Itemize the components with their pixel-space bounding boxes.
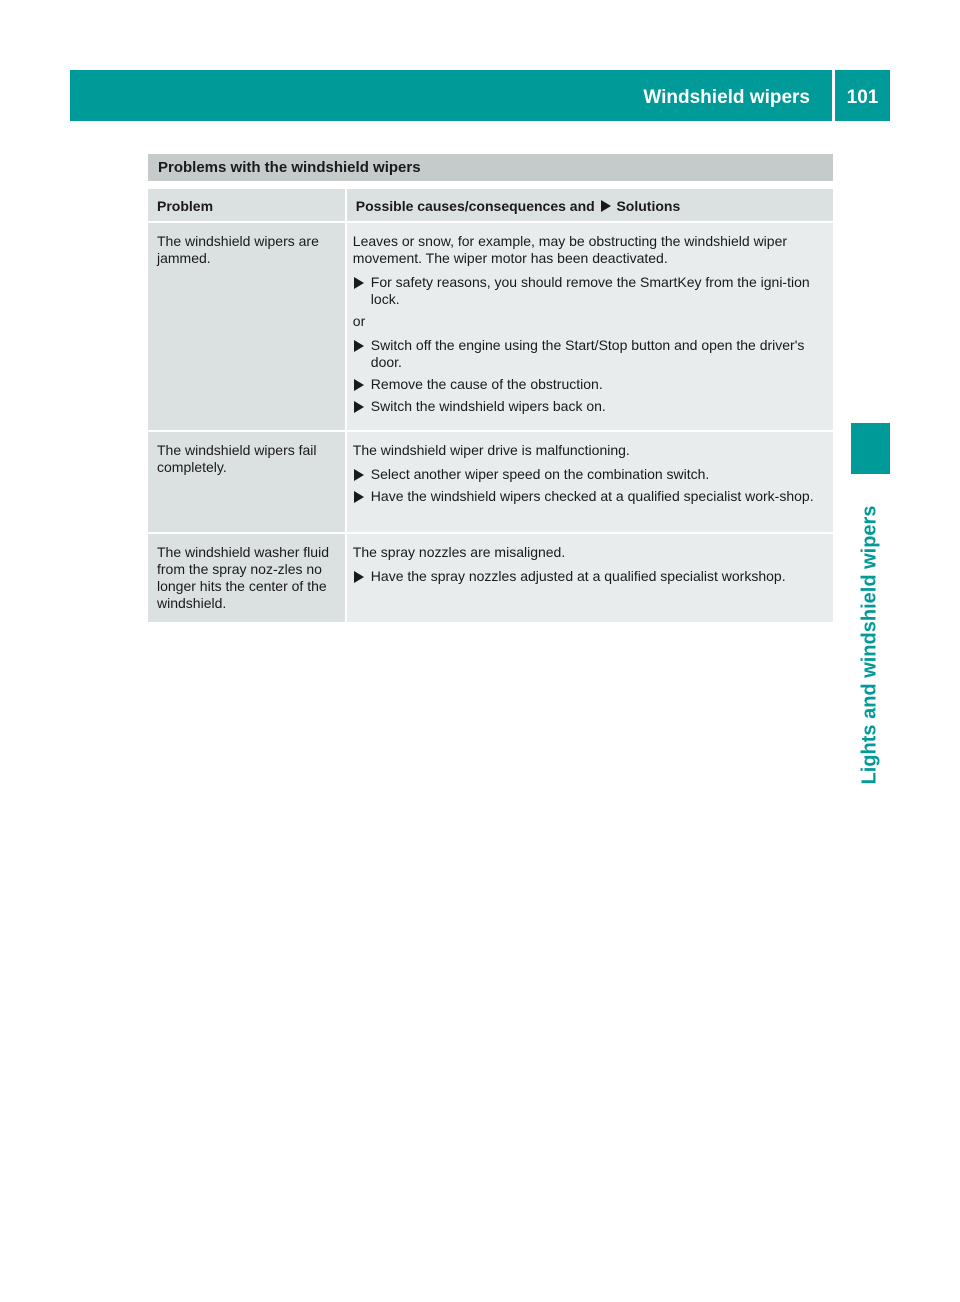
solution-cell	[346, 222, 833, 431]
cause-text: The windshield wiper drive is malfunctioning.	[352, 442, 630, 458]
cause-text: The spray nozzles are misaligned.	[352, 544, 566, 560]
side-chapter-label: Lights and windshield wipers	[858, 505, 881, 785]
step-text: Switch off the engine using the Start/Stop button and open the driver's door.	[370, 337, 805, 370]
troubleshooting-table	[148, 189, 833, 624]
page-header-title: Windshield wipers	[643, 87, 810, 108]
step-text: For safety reasons, you should remove the SmartKey from the igni-tion lock.	[370, 274, 810, 307]
solution-step	[353, 337, 827, 371]
step-text: Have the spray nozzles adjusted at a qualified specialist workshop.	[370, 568, 786, 584]
arrow-icon	[354, 469, 364, 481]
section-title: Problems with the windshield wipers	[148, 154, 833, 181]
arrow-icon	[354, 491, 364, 503]
header-bar	[70, 70, 890, 121]
solution-step	[353, 376, 827, 393]
step-text: Have the windshield wipers checked at a qualified specialist work-shop.	[370, 488, 814, 504]
column-header-problem: Problem	[148, 189, 346, 222]
side-tab-marker	[851, 423, 890, 474]
or-text: or	[352, 313, 366, 329]
arrow-icon	[354, 571, 364, 583]
problem-cell: The windshield wipers are jammed.	[148, 222, 346, 431]
table-row	[148, 222, 833, 431]
solution-cell	[346, 533, 833, 623]
cause-text: Leaves or snow, for example, may be obstructing the windshield wiper movement. The wiper motor has been deactivated.	[352, 233, 788, 266]
solution-step	[353, 466, 827, 483]
solution-step	[353, 274, 827, 308]
problem-cell: The windshield wipers fail completely.	[148, 431, 346, 533]
step-text: Remove the cause of the obstruction.	[370, 376, 603, 392]
step-text: Select another wiper speed on the combination switch.	[370, 466, 710, 482]
column-header-causes-label: Possible causes/consequences and	[355, 198, 595, 214]
page-number: 101	[846, 87, 879, 108]
solution-step	[353, 568, 827, 585]
problem-cell: The windshield washer fluid from the spray noz-zles no longer hits the center of the windshield.	[148, 533, 346, 623]
arrow-icon	[354, 340, 364, 352]
arrow-icon	[354, 277, 364, 289]
column-header-causes	[346, 189, 833, 222]
step-text: Switch the windshield wipers back on.	[370, 398, 606, 414]
column-header-solutions-label: Solutions	[616, 198, 681, 214]
table-header-row	[148, 189, 833, 222]
arrow-icon	[354, 401, 364, 413]
solution-cell	[346, 431, 833, 533]
solution-step	[353, 398, 827, 415]
table-row	[148, 533, 833, 623]
arrow-icon	[354, 379, 364, 391]
table-row	[148, 431, 833, 533]
solution-step	[353, 488, 827, 505]
arrow-icon	[601, 200, 611, 212]
